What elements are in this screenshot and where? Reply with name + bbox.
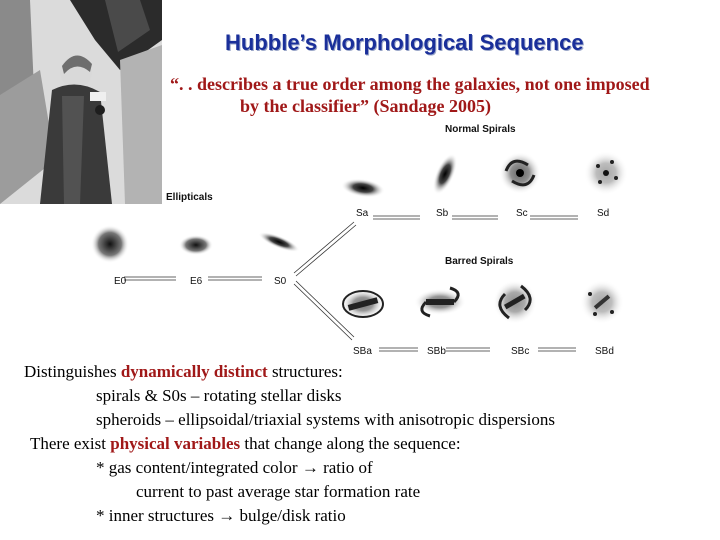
s0-galaxy-image [256, 228, 301, 256]
label-sbd: SBd [595, 346, 614, 357]
quote-line-1: “. . describes a true order among the galaxies, not one imposed [170, 74, 650, 94]
body-line-1 [24, 362, 343, 382]
body-line-4-pre: There exist [30, 434, 111, 453]
label-sc: Sc [516, 208, 528, 219]
label-sd: Sd [597, 208, 610, 219]
body-line-4-post: that change along the sequence: [240, 434, 461, 453]
body-line-2: spirals & S0s – rotating stellar disks [96, 386, 342, 405]
label-sb: Sb [436, 208, 449, 219]
sbb-galaxy-image [414, 288, 466, 316]
highlight-physical-variables: physical variables [110, 434, 241, 453]
body-line-3: spheroids – ellipsoidal/triaxial systems with anisotropic dispersions [96, 410, 555, 429]
label-sa: Sa [356, 208, 369, 219]
sa-galaxy-image [340, 176, 386, 200]
label-sbc: SBc [511, 346, 530, 357]
hubble-tuning-fork-diagram [90, 118, 650, 360]
heading-ellipticals: Ellipticals [166, 192, 213, 203]
body-line-1-post: structures: [267, 362, 343, 381]
body-line-1-pre: Distinguishes [24, 362, 121, 381]
label-e6: E6 [190, 276, 203, 287]
label-sbb: SBb [427, 346, 446, 357]
body-line-5: * gas content/integrated color → ratio of [96, 458, 373, 477]
heading-barred-spirals: Barred Spirals [445, 256, 514, 267]
body-line-4 [30, 434, 461, 454]
sbd-galaxy-image [580, 280, 624, 324]
heading-normal-spirals: Normal Spirals [445, 124, 516, 135]
e6-galaxy-image [179, 235, 213, 255]
body-line-7: * inner structures → bulge/disk ratio [96, 506, 346, 525]
sbc-galaxy-image [493, 280, 537, 324]
label-e0: E0 [114, 276, 127, 287]
sc-galaxy-image [499, 152, 541, 194]
label-s0: S0 [274, 276, 287, 287]
sba-galaxy-image [341, 289, 385, 319]
e0-galaxy-image [91, 225, 129, 263]
highlight-dynamically-distinct: dynamically distinct [120, 362, 268, 381]
sb-galaxy-image [428, 150, 462, 198]
sd-galaxy-image [584, 151, 628, 195]
slide-title: Hubble’s Morphological Sequence [225, 30, 584, 55]
body-line-6: current to past average star formation rate [136, 482, 421, 501]
quote-line-2: by the classifier” (Sandage 2005) [240, 96, 491, 116]
label-sba: SBa [353, 346, 372, 357]
